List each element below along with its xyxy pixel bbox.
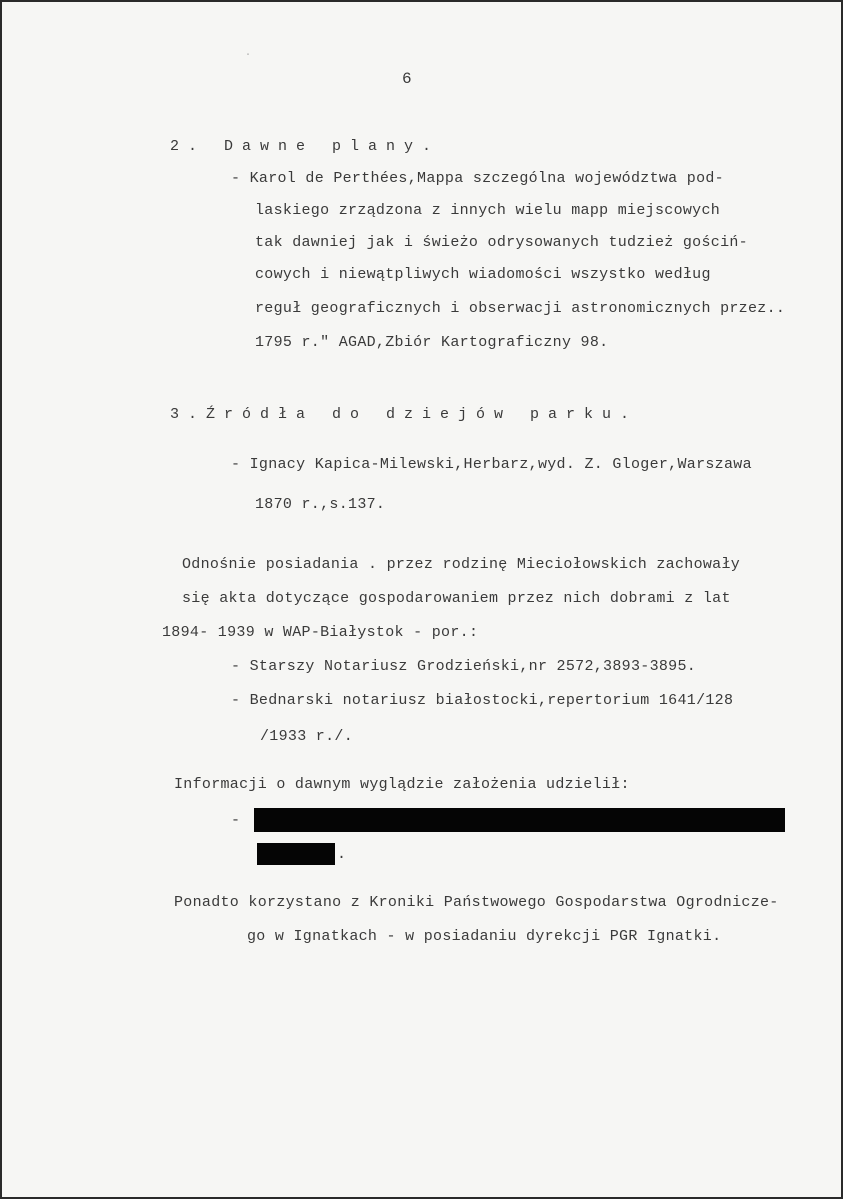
- text-line: Informacji o dawnym wyglądzie założenia udzielił:: [174, 776, 630, 793]
- text-line: się akta dotyczące gospodarowaniem przez nich dobrami z lat: [182, 590, 731, 607]
- section-heading-sources: 3.Źródła do dziejów parku.: [170, 406, 639, 423]
- text-line: 1870 r.,s.137.: [255, 496, 386, 513]
- text-line: 1795 r." AGAD,Zbiór Kartograficzny 98.: [255, 334, 609, 351]
- text-line: tak dawniej jak i świeżo odrysowanych tudzież gościń-: [255, 234, 748, 251]
- text-line: go w Ignatkach - w posiadaniu dyrekcji PGR Ignatki.: [247, 928, 722, 945]
- stray-mark: ˈ: [245, 54, 252, 65]
- text-line: - Ignacy Kapica-Milewski,Herbarz,wyd. Z. Gloger,Warszawa: [231, 456, 752, 473]
- text-line: reguł geograficznych i obserwacji astronomicznych przez..: [255, 300, 786, 317]
- text-line: /1933 r./.: [260, 728, 354, 745]
- text-line: laskiego zrządzona z innych wielu mapp miejscowych: [255, 202, 721, 219]
- page-number: 6: [402, 70, 412, 88]
- redaction-bar: [257, 843, 335, 865]
- text-line: Ponadto korzystano z Kroniki Państwowego Gospodarstwa Ogrodnicze-: [174, 894, 779, 911]
- text-line: Odnośnie posiadania . przez rodzinę Mieciołowskich zachowały: [182, 556, 741, 573]
- redaction-bar: [254, 808, 785, 832]
- text-line: - Karol de Perthées,Mappa szczególna województwa pod-: [231, 170, 724, 187]
- text-line: - Starszy Notariusz Grodzieński,nr 2572,3893-3895.: [231, 658, 697, 675]
- section-heading-plans: 2. Dawne plany.: [170, 138, 441, 155]
- text-line: 1894- 1939 w WAP-Białystok - por.:: [162, 624, 479, 641]
- sentence-end: .: [337, 846, 347, 863]
- text-line: cowych i niewątpliwych wiadomości wszystko według: [255, 266, 711, 283]
- text-line: - Bednarski notariusz białostocki,repertorium 1641/128: [231, 692, 734, 709]
- list-dash: -: [231, 812, 241, 829]
